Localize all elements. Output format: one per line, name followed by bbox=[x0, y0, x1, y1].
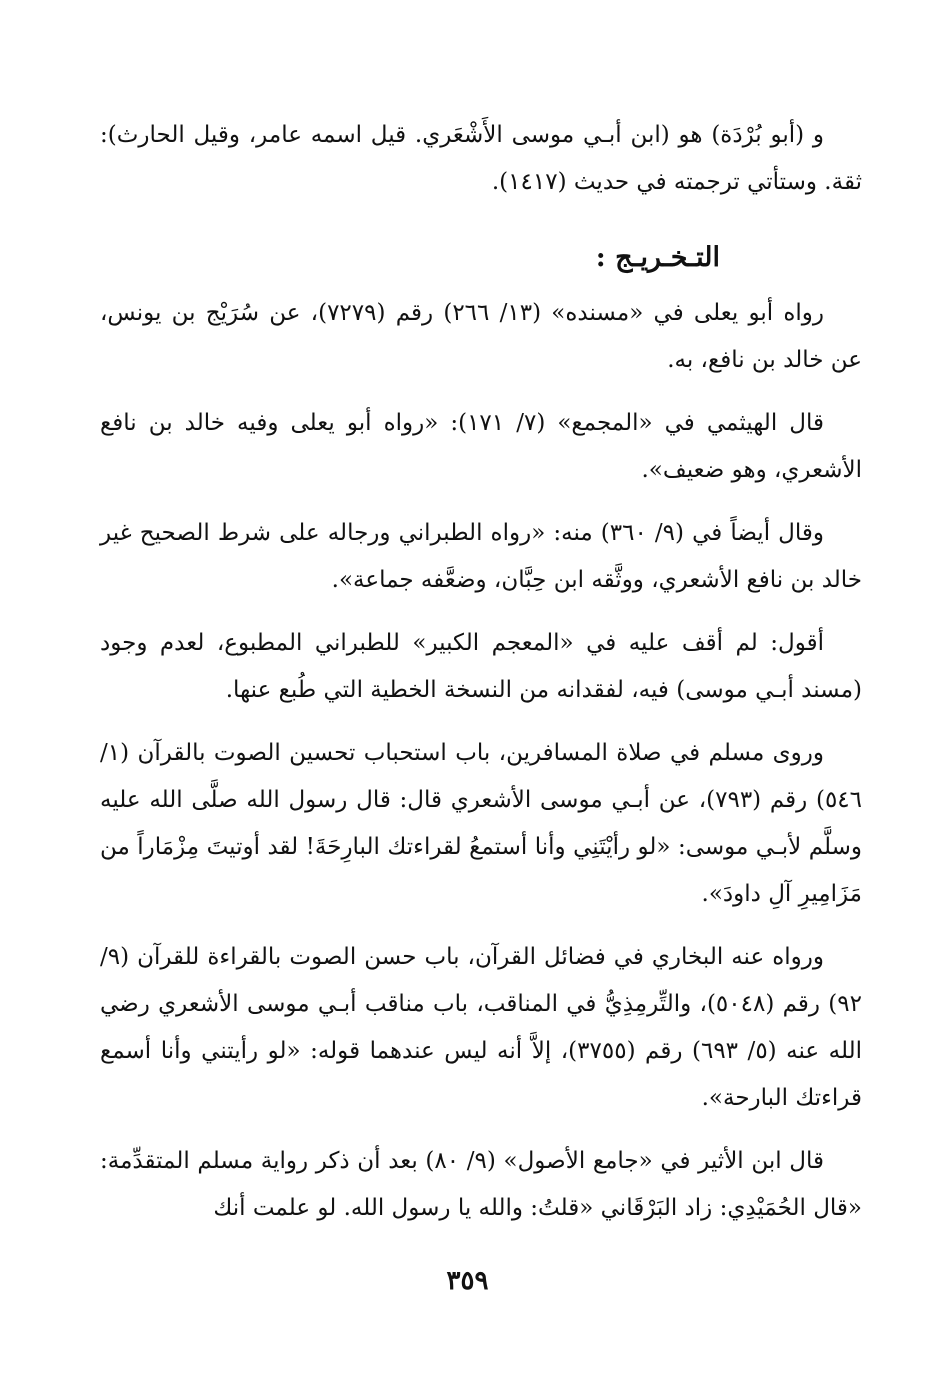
page-number: ٣٥٩ bbox=[446, 1266, 489, 1296]
haythami-paragraph: قال الهيثمي في «المجمع» (٧/ ١٧١): «رواه أبو يعلى وفيه خالد بن نافع الأشعري، وهو ضعيف». bbox=[100, 410, 862, 483]
author-comment-paragraph: أقول: لم أقف عليه في «المعجم الكبير» للطبراني المطبوع، لعدم وجود (مسند أبـي موسى) فيه، لفقدانه من النسخة الخطية التي طُبع عنها. bbox=[100, 630, 862, 703]
bukhari-paragraph: ورواه عنه البخاري في فضائل القرآن، باب حسن الصوت بالقراءة للقرآن (٩/ ٩٢) رقم (٥٠٤٨)، والتِّرمِذِيُّ في المناقب، باب مناقب أبـي موسى الأشعري رضي الله عنه (٥/ ٦٩٣) رقم (٣٧٥٥)، إلاَّ أنه ليس عندهما قوله: «لو رأيتني وأنا أسمع قراءتك البارحة». bbox=[100, 944, 863, 1111]
narrator-note-paragraph: و (أبو بُرْدَة) هو (ابن أبـي موسى الأَشْعَري. قيل اسمه عامر، وقيل الحارث): ثقة. وستأتي ترجمته في حديث (١٤١٧). bbox=[100, 122, 862, 195]
haythami-second-paragraph: وقال أيضاً في (٩/ ٣٦٠) منه: «رواه الطبراني ورجاله على شرط الصحيح غير خالد بن نافع الأشعري، ووثَّقه ابن حِبَّان، وضعَّفه جماعة». bbox=[100, 520, 862, 593]
muslim-paragraph: وروى مسلم في صلاة المسافرين، باب استحباب تحسين الصوت بالقرآن (١/ ٥٤٦) رقم (٧٩٣)، عن أبـي موسى الأشعري قال: قال رسول الله صلَّى الله عليه وسلَّم لأبـي موسى: «لو رأيْتَنِي وأنا أستمعُ لقراءتك البارِحَةَ! لقد أوتيتَ مِزْمَاراً من مَزَامِيرِ آلِ داودَ». bbox=[100, 740, 863, 907]
page-body bbox=[100, 112, 862, 1232]
ibn-athir-paragraph: قال ابن الأثير في «جامع الأصول» (٩/ ٨٠) بعد أن ذكر رواية مسلم المتقدِّمة: «قال الحُمَيْدِي: زاد البَرْقَاني «قلتُ: والله يا رسول الله. لو علمت أنك bbox=[100, 1148, 862, 1221]
takhrij-heading: التـخـريـج : bbox=[595, 242, 720, 273]
abu-yala-paragraph: رواه أبو يعلى في «مسنده» (١٣/ ٢٦٦) رقم (٧٢٧٩)، عن سُرَيْج بن يونس، عن خالد بن نافع، به. bbox=[100, 300, 862, 373]
